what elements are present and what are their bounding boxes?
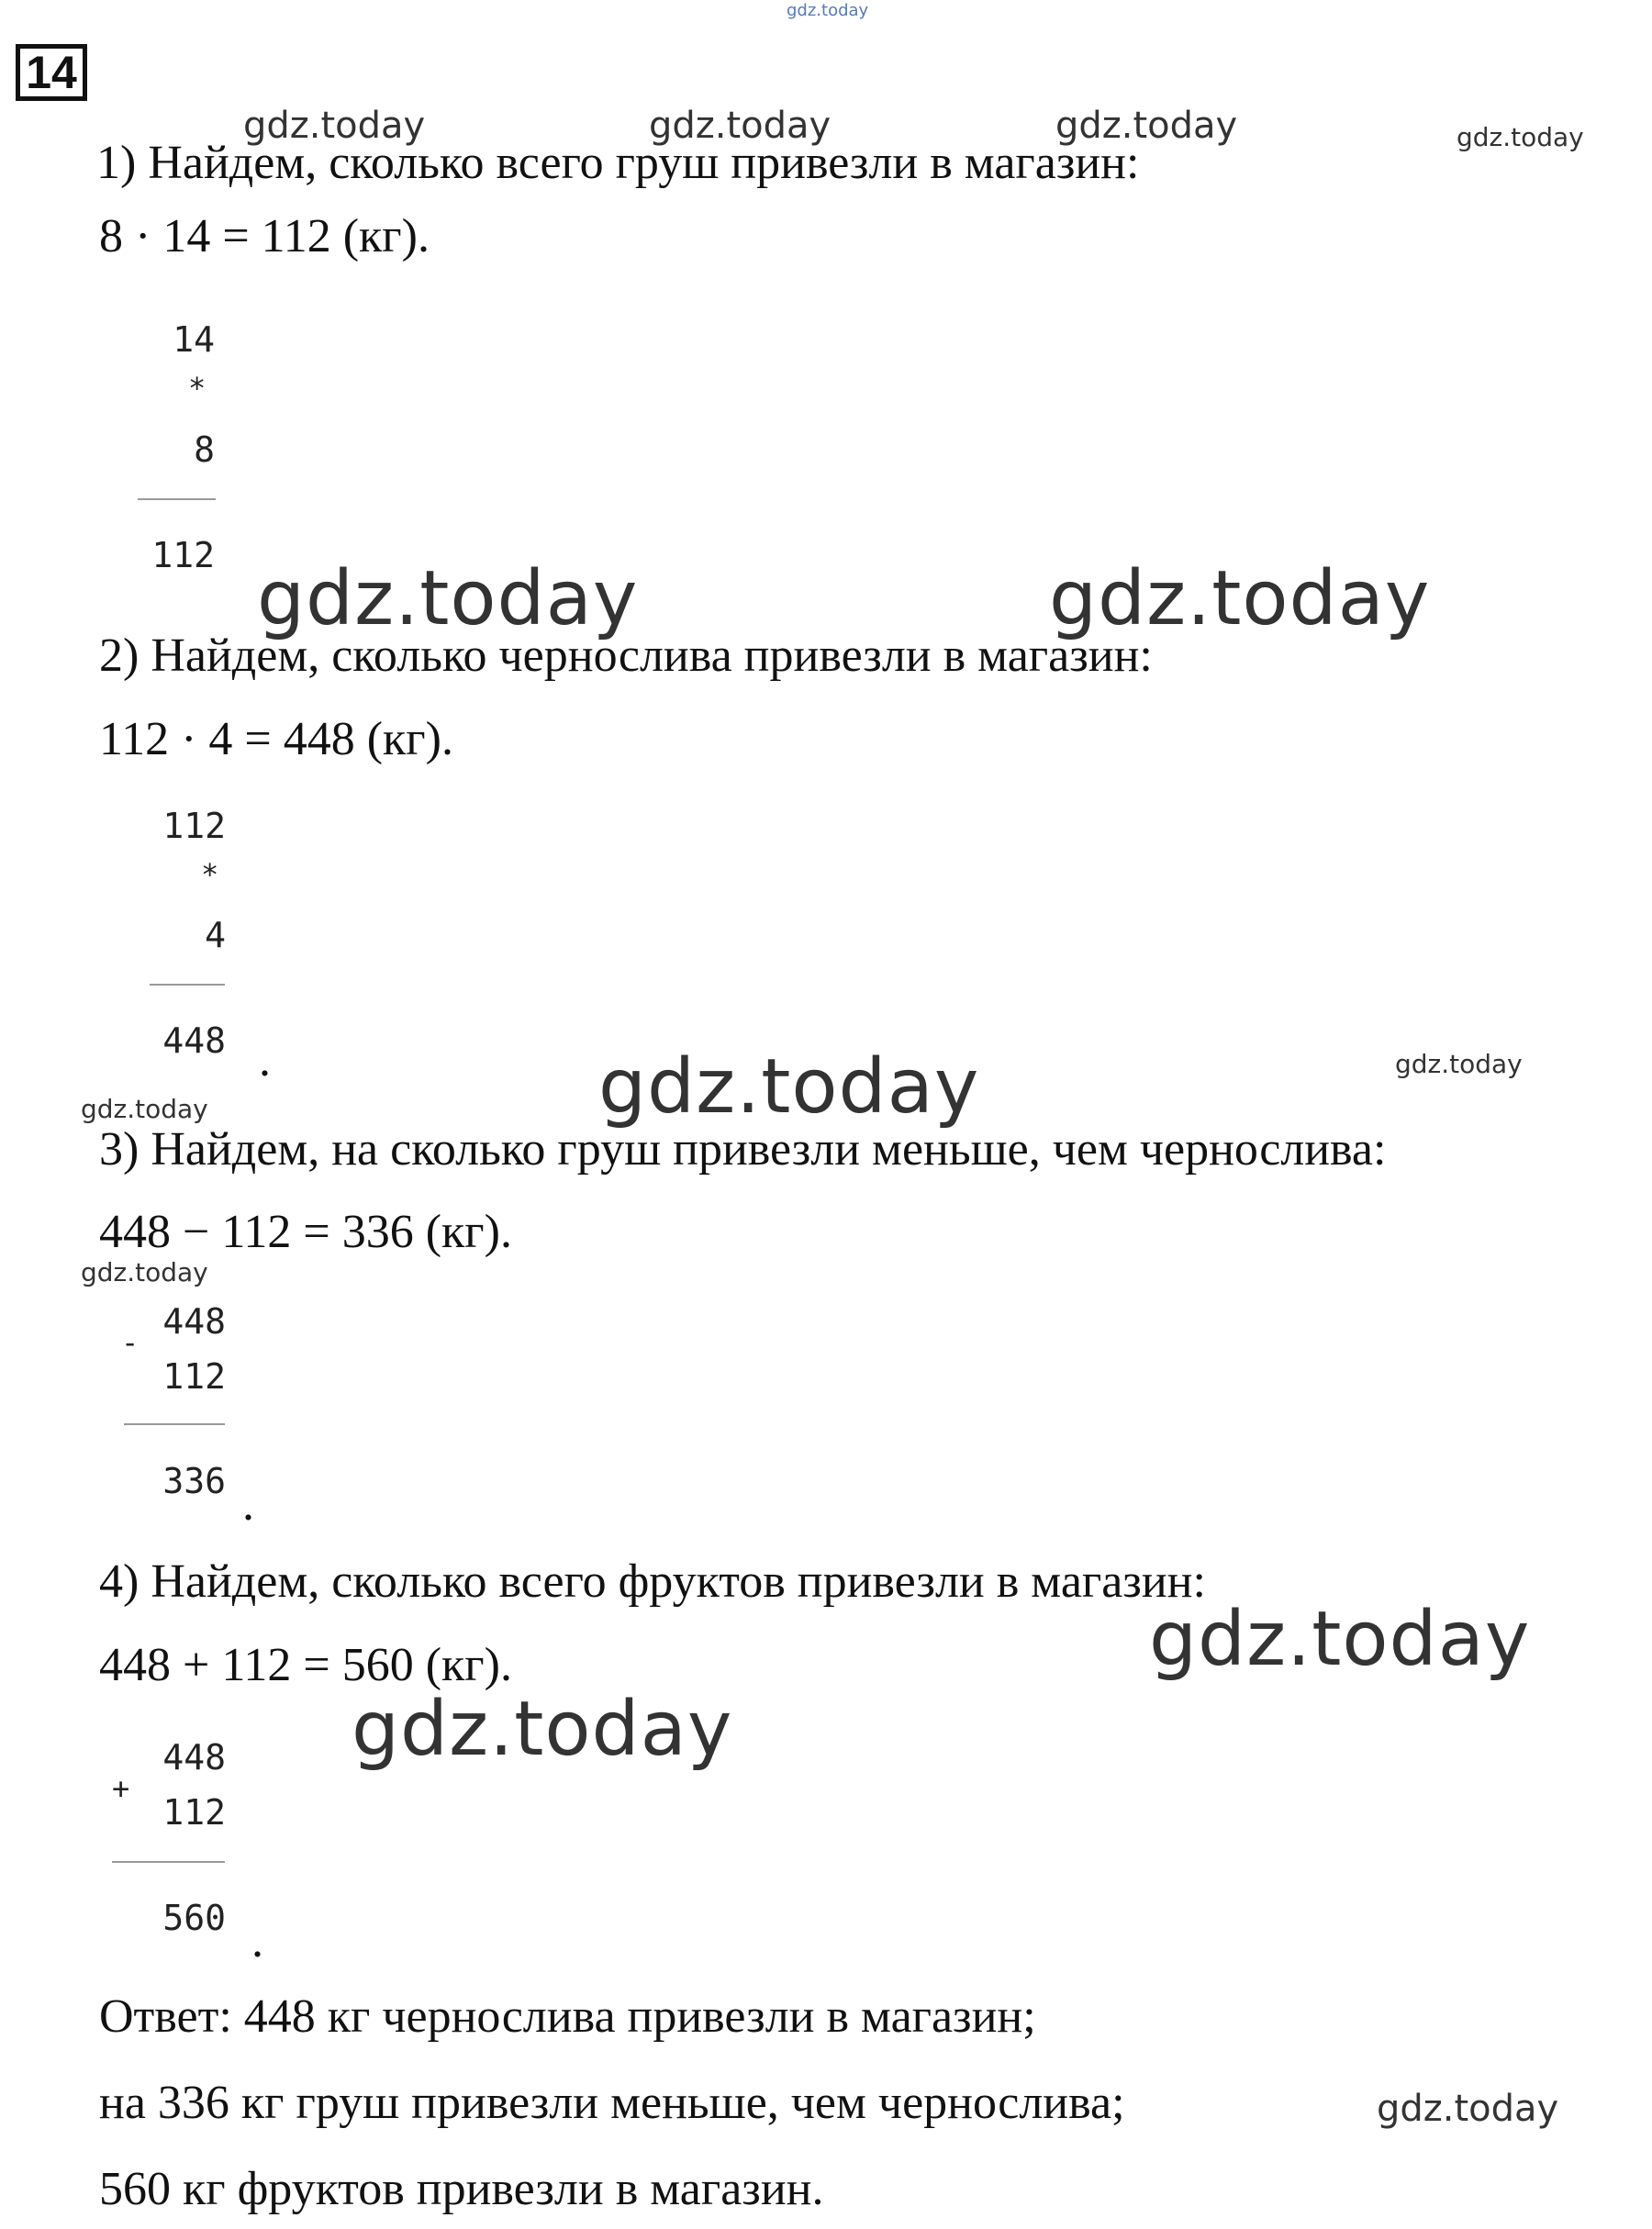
step-1-column-bottom: 8 (194, 429, 215, 470)
watermark-11: gdz.today (1149, 1596, 1531, 1683)
step-3-column-operator: - (121, 1325, 140, 1360)
task-number-box (16, 44, 87, 101)
watermark-1: gdz.today (243, 105, 426, 147)
step-3-equation: 448 − 112 = 336 (кг). (99, 1206, 512, 1258)
step-3-dot: . (242, 1478, 254, 1531)
step-3-column-rule (124, 1423, 225, 1425)
step-4-column-bottom: 112 (162, 1792, 226, 1833)
step-3-text: 3) Найдем, на сколько груш привезли меньше, чем чернослива: (99, 1123, 1387, 1176)
answer-line-3: 560 кг фруктов привезли в магазин. (99, 2163, 824, 2215)
step-4-column-operator: + (112, 1771, 130, 1806)
step-3-column-result: 336 (162, 1461, 226, 1501)
watermark-8: gdz.today (1395, 1049, 1523, 1079)
watermark-4: gdz.today (1457, 122, 1584, 152)
step-1-column-rule (138, 498, 216, 500)
watermark-top: gdz.today (787, 1, 869, 20)
step-2-column-rule (150, 984, 225, 986)
watermark-9: gdz.today (81, 1094, 208, 1124)
answer-line-2: на 336 кг груш привезли меньше, чем чернослива; (99, 2077, 1125, 2129)
step-3-column-top: 448 (162, 1301, 226, 1342)
watermark-2: gdz.today (649, 105, 832, 147)
watermark-13: gdz.today (1377, 2088, 1559, 2130)
watermark-10: gdz.today (81, 1257, 208, 1287)
watermark-3: gdz.today (1055, 105, 1238, 147)
step-4-text: 4) Найдем, сколько всего фруктов привезли в магазин: (99, 1555, 1206, 1608)
step-2-dot: . (259, 1034, 271, 1087)
step-1-column-top: 14 (173, 319, 215, 360)
step-1-text: 1) Найдем, сколько всего груш привезли в магазин: (96, 137, 1140, 189)
watermark-12: gdz.today (352, 1686, 733, 1773)
step-4-equation: 448 + 112 = 560 (кг). (99, 1639, 512, 1691)
step-4-column-result: 560 (162, 1898, 226, 1938)
step-1-column-result: 112 (151, 535, 215, 575)
step-3-column-bottom: 112 (162, 1356, 226, 1397)
step-2-column-top: 112 (162, 806, 226, 846)
step-1-column-operator: * (188, 371, 206, 406)
step-4-column-top: 448 (162, 1737, 226, 1778)
task-number: 14 (26, 47, 77, 98)
step-2-equation: 112 · 4 = 448 (кг). (99, 713, 453, 765)
step-1-equation: 8 · 14 = 112 (кг). (99, 210, 430, 262)
step-2-column-bottom: 4 (205, 915, 226, 955)
watermark-6: gdz.today (1049, 555, 1431, 642)
step-4-dot: . (251, 1915, 263, 1967)
step-2-column-operator: * (201, 857, 219, 892)
step-4-column-rule (112, 1861, 225, 1863)
answer-line-1: Ответ: 448 кг чернослива привезли в магазин; (99, 1990, 1036, 2043)
step-2-column-result: 448 (162, 1020, 226, 1061)
watermark-7: gdz.today (598, 1043, 980, 1131)
step-2-text: 2) Найдем, сколько чернослива привезли в магазин: (99, 630, 1153, 682)
watermark-5: gdz.today (257, 555, 639, 642)
